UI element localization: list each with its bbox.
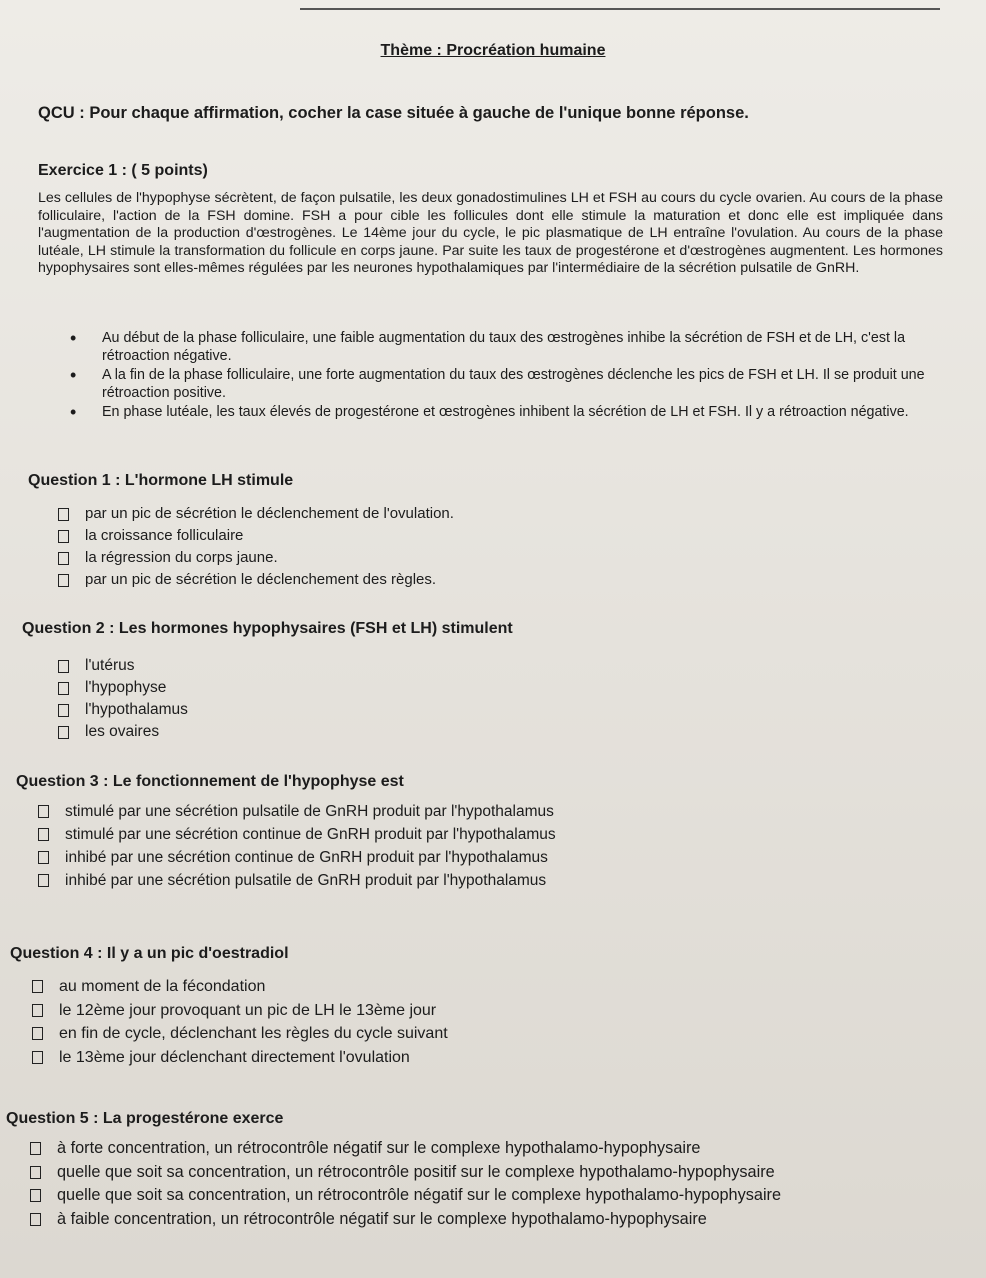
checkbox[interactable] bbox=[58, 508, 69, 521]
top-rule bbox=[300, 0, 940, 10]
answer-option[interactable] bbox=[58, 503, 454, 525]
checkbox[interactable] bbox=[58, 682, 69, 695]
checkbox[interactable] bbox=[30, 1189, 41, 1202]
answer-label: par un pic de sécrétion le déclenchement des règles. bbox=[85, 571, 437, 588]
question-3-options bbox=[38, 800, 556, 892]
question-3-title: Question 3 : Le fonctionnement de l'hypophyse est bbox=[16, 773, 404, 790]
checkbox[interactable] bbox=[38, 805, 49, 818]
question-1-title: Question 1 : L'hormone LH stimule bbox=[28, 472, 294, 489]
answer-option[interactable] bbox=[32, 999, 448, 1023]
checkbox[interactable] bbox=[58, 660, 69, 673]
answer-label: inhibé par une sécrétion continue de GnRH produit par l'hypothalamus bbox=[65, 849, 548, 866]
checkbox[interactable] bbox=[38, 874, 49, 887]
answer-option[interactable] bbox=[58, 655, 188, 677]
answer-label: l'hypothalamus bbox=[85, 701, 188, 718]
answer-option[interactable] bbox=[32, 1022, 448, 1046]
answer-option[interactable] bbox=[30, 1184, 781, 1208]
checkbox[interactable] bbox=[30, 1166, 41, 1179]
question-2-options bbox=[58, 655, 188, 743]
answer-option[interactable] bbox=[58, 547, 454, 569]
answer-option[interactable] bbox=[30, 1161, 781, 1185]
answer-label: inhibé par une sécrétion pulsatile de GnRH produit par l'hypothalamus bbox=[65, 872, 547, 889]
answer-label: l'utérus bbox=[85, 657, 135, 674]
answer-label: le 12ème jour provoquant un pic de LH le 13ème jour bbox=[59, 1001, 437, 1019]
answer-option[interactable] bbox=[58, 699, 188, 721]
feedback-bullet-list bbox=[70, 330, 940, 424]
bullet-item: • A la fin de la phase folliculaire, une forte augmentation du taux des œstrogènes déclenche les pics de FSH et LH. Il se produit une rétroaction positive. bbox=[70, 367, 940, 402]
qcu-instruction: QCU : Pour chaque affirmation, cocher la case située à gauche de l'unique bonne réponse. bbox=[38, 104, 749, 122]
answer-option[interactable] bbox=[38, 869, 556, 892]
checkbox[interactable] bbox=[58, 726, 69, 739]
checkbox[interactable] bbox=[32, 1027, 43, 1040]
answer-label: l'hypophyse bbox=[85, 679, 167, 696]
exercise-title: Exercice 1 : ( 5 points) bbox=[38, 162, 208, 179]
answer-option[interactable] bbox=[58, 525, 454, 547]
checkbox[interactable] bbox=[30, 1213, 41, 1226]
question-2-title: Question 2 : Les hormones hypophysaires (FSH et LH) stimulent bbox=[22, 620, 513, 637]
checkbox[interactable] bbox=[32, 980, 43, 993]
checkbox[interactable] bbox=[38, 828, 49, 841]
question-4-title: Question 4 : Il y a un pic d'oestradiol bbox=[10, 945, 289, 962]
answer-option[interactable] bbox=[32, 975, 448, 999]
checkbox[interactable] bbox=[58, 704, 69, 717]
answer-option[interactable] bbox=[58, 569, 454, 591]
question-5-options bbox=[30, 1137, 781, 1231]
answer-label: stimulé par une sécrétion continue de GnRH produit par l'hypothalamus bbox=[65, 826, 556, 843]
checkbox[interactable] bbox=[58, 530, 69, 543]
answer-option[interactable] bbox=[38, 800, 556, 823]
bullet-item: • En phase lutéale, les taux élevés de progestérone et œstrogènes inhibent la sécrétion de LH et FSH. Il y a rétroaction négative. bbox=[70, 404, 940, 422]
question-4-options bbox=[32, 975, 448, 1069]
answer-label: quelle que soit sa concentration, un rétrocontrôle négatif sur le complexe hypothalamo-hypophysaire bbox=[57, 1186, 782, 1204]
answer-label: les ovaires bbox=[85, 723, 160, 740]
bullet-item: • Au début de la phase folliculaire, une faible augmentation du taux des œstrogènes inhibe la sécrétion de FSH et de LH, c'est la rétroaction négative. bbox=[70, 330, 940, 365]
answer-option[interactable] bbox=[30, 1208, 781, 1232]
exercise-paragraph: Les cellules de l'hypophyse sécrètent, de façon pulsatile, les deux gonadostimulines LH et FSH au cours du cycle ovarien. Au cours de la phase folliculaire, l'action de la FSH domine. FSH a pour cible les follicules dont elle stimule la maturation et donc elle est impliquée dans l'augmentation de la production d'œstrogènes. Le 14ème jour du cycle, le pic plasmatique de LH entraîne l'ovulation. Au cours de la phase lutéale, LH stimule la transformation du follicule en corps jaune. Par suite les taux de progestérone et d'œstrogènes augmentent. Les hormones hypophysaires sont elles-mêmes régulées par les neurones hypothalamiques par l'intermédiaire de la sécrétion pulsatile de GnRH. bbox=[38, 190, 943, 276]
answer-option[interactable] bbox=[30, 1137, 781, 1161]
answer-option[interactable] bbox=[38, 846, 556, 869]
checkbox[interactable] bbox=[58, 574, 69, 587]
answer-option[interactable] bbox=[58, 721, 188, 743]
answer-label: le 13ème jour déclenchant directement l'ovulation bbox=[59, 1048, 410, 1066]
answer-label: à forte concentration, un rétrocontrôle négatif sur le complexe hypothalamo-hypophysaire bbox=[57, 1139, 701, 1157]
checkbox[interactable] bbox=[38, 851, 49, 864]
answer-label: en fin de cycle, déclenchant les règles du cycle suivant bbox=[59, 1025, 448, 1042]
question-5-title: Question 5 : La progestérone exerce bbox=[6, 1110, 284, 1127]
checkbox[interactable] bbox=[32, 1051, 43, 1064]
answer-option[interactable] bbox=[38, 823, 556, 846]
checkbox[interactable] bbox=[32, 1004, 43, 1017]
answer-label: quelle que soit sa concentration, un rétrocontrôle positif sur le complexe hypothalamo-hypophysaire bbox=[57, 1162, 775, 1181]
answer-label: la croissance folliculaire bbox=[85, 527, 244, 544]
answer-label: par un pic de sécrétion le déclenchement de l'ovulation. bbox=[85, 505, 454, 522]
theme-title: Thème : Procréation humaine bbox=[380, 42, 606, 59]
answer-label: la régression du corps jaune. bbox=[85, 549, 278, 566]
answer-label: au moment de la fécondation bbox=[59, 978, 266, 995]
answer-option[interactable] bbox=[58, 677, 188, 699]
answer-label: stimulé par une sécrétion pulsatile de GnRH produit par l'hypothalamus bbox=[65, 803, 554, 820]
checkbox[interactable] bbox=[30, 1142, 41, 1155]
answer-option[interactable] bbox=[32, 1046, 448, 1070]
question-1-options bbox=[58, 503, 454, 591]
checkbox[interactable] bbox=[58, 552, 69, 565]
answer-label: à faible concentration, un rétrocontrôle négatif sur le complexe hypothalamo-hypophysaire bbox=[57, 1209, 707, 1228]
